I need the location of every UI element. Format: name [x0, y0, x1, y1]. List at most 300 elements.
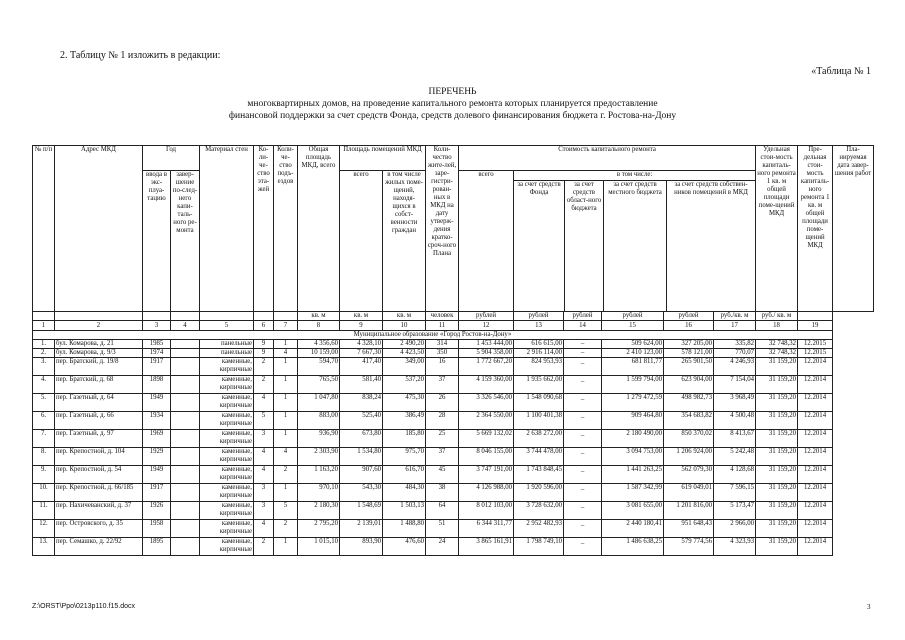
row-total-area: 10 159,00 [298, 349, 340, 358]
row-planned-date: 12.2014 [798, 466, 833, 484]
row-floors: 3 [254, 484, 274, 502]
column-number: 9 [340, 321, 383, 331]
row-residents: 37 [426, 448, 459, 466]
row-cost-owners: 619 049,01 [664, 484, 714, 502]
row-entrances: 5 [274, 502, 298, 520]
row-material: панельные [200, 349, 254, 358]
unit-cost-total: рублей [459, 312, 514, 321]
row-floors: 5 [254, 412, 274, 430]
row-year-commission: 1895 [143, 538, 171, 556]
row-year-completion [171, 466, 200, 484]
row-cost-regional: _ [564, 358, 602, 376]
unit-blank [55, 312, 143, 321]
row-year-completion [171, 412, 200, 430]
table-row [33, 502, 874, 520]
row-residents: 51 [426, 520, 459, 538]
row-year-commission: 1958 [143, 520, 171, 538]
row-year-commission: 1917 [143, 484, 171, 502]
col-cost-fund: за счет средств Фонда [514, 181, 565, 311]
row-cost-owners: 327 205,00 [664, 340, 714, 349]
col-cost-incl: в том числе: [514, 171, 755, 181]
row-cost-fund: 1 100 401,38 [514, 412, 564, 430]
row-cost-owners: 850 370,02 [664, 430, 714, 448]
footer-page-number: 3 [867, 603, 871, 611]
row-material: каменные, кирпичные [200, 358, 254, 376]
row-premises-total: 1 548,69 [340, 502, 383, 520]
row-cost-total: 8 012 103,00 [459, 502, 514, 520]
unit-residents: человек [426, 312, 459, 321]
row-address: бул. Комарова, д. 9/3 [55, 349, 143, 358]
table-row [33, 520, 874, 538]
row-year-commission: 1949 [143, 466, 171, 484]
row-premises-living: 476,60 [383, 538, 426, 556]
row-limit-cost: 31 159,20 [756, 430, 798, 448]
row-number: 4. [33, 376, 55, 394]
row-premises-living: 349,00 [383, 358, 426, 376]
row-cost-total: 1 772 667,20 [459, 358, 514, 376]
row-cost-regional: _ [564, 484, 602, 502]
col-cost-local: за счет средств местного бюджета [604, 181, 667, 311]
row-limit-cost: 31 159,20 [756, 502, 798, 520]
row-cost-total: 8 046 155,00 [459, 448, 514, 466]
row-premises-living: 185,80 [383, 430, 426, 448]
table-row [33, 394, 874, 412]
row-cost-fund: 824 953,93 [514, 358, 564, 376]
row-total-area: 4 356,60 [298, 340, 340, 349]
row-address: пер. Нахичеванский, д. 37 [55, 502, 143, 520]
row-entrances: 1 [274, 538, 298, 556]
row-cost-regional: _ [564, 376, 602, 394]
buildings-table [32, 145, 874, 556]
row-residents: 25 [426, 430, 459, 448]
row-material: каменные, кирпичные [200, 412, 254, 430]
table-row [33, 349, 874, 358]
row-premises-total: 417,40 [340, 358, 383, 376]
row-cost-total: 4 126 988,00 [459, 484, 514, 502]
row-cost-owners: 354 683,82 [664, 412, 714, 430]
row-cost-total: 4 159 360,00 [459, 376, 514, 394]
column-number: 13 [514, 321, 564, 331]
row-unit-cost: 5 242,48 [714, 448, 756, 466]
row-premises-total: 893,90 [340, 538, 383, 556]
row-floors: 4 [254, 448, 274, 466]
row-cost-owners: 1 201 816,00 [664, 502, 714, 520]
row-cost-fund: 2 916 114,00 [514, 349, 564, 358]
row-premises-total: 1 534,80 [340, 448, 383, 466]
row-cost-fund: 3 728 632,00 [514, 502, 564, 520]
row-planned-date: 12.2014 [798, 502, 833, 520]
unit-blank [143, 312, 171, 321]
row-cost-total: 5 669 132,02 [459, 430, 514, 448]
row-cost-owners: 951 648,43 [664, 520, 714, 538]
row-number: 1. [33, 340, 55, 349]
row-premises-living: 484,30 [383, 484, 426, 502]
row-premises-total: 4 328,10 [340, 340, 383, 349]
row-limit-cost: 31 159,20 [756, 538, 798, 556]
row-number: 5. [33, 394, 55, 412]
row-residents: 64 [426, 502, 459, 520]
row-year-commission: 1974 [143, 349, 171, 358]
column-number: 5 [200, 321, 254, 331]
row-limit-cost: 31 159,20 [756, 448, 798, 466]
column-number: 3 [143, 321, 171, 331]
row-cost-regional: _ [564, 394, 602, 412]
row-premises-living: 975,70 [383, 448, 426, 466]
row-cost-local: 2 180 490,00 [602, 430, 664, 448]
row-cost-local: 681 811,77 [602, 358, 664, 376]
row-floors: 2 [254, 358, 274, 376]
row-number: 2. [33, 349, 55, 358]
col-limit-cost: Пре-дельная стои-мость капиталь-ного ремонта 1 кв. м общей площади поме-щений МКД [798, 146, 833, 312]
row-cost-total: 5 904 358,00 [459, 349, 514, 358]
municipality-row [33, 331, 874, 340]
row-cost-fund: 1 920 596,00 [514, 484, 564, 502]
row-premises-living: 386,49 [383, 412, 426, 430]
row-year-commission: 1934 [143, 412, 171, 430]
row-cost-owners: 562 079,30 [664, 466, 714, 484]
row-address: пер. Семашко, д. 22/92 [55, 538, 143, 556]
row-total-area: 594,70 [298, 358, 340, 376]
row-premises-total: 838,24 [340, 394, 383, 412]
row-cost-total: 3 747 191,00 [459, 466, 514, 484]
row-year-completion [171, 520, 200, 538]
row-premises-total: 581,40 [340, 376, 383, 394]
row-total-area: 883,00 [298, 412, 340, 430]
col-cost-total: всего [459, 171, 514, 312]
row-year-completion [171, 394, 200, 412]
column-number: 8 [298, 321, 340, 331]
row-unit-cost: 7 596,15 [714, 484, 756, 502]
row-entrances: 1 [274, 376, 298, 394]
row-address: пер. Крепостной, д. 104 [55, 448, 143, 466]
row-address: пер. Братский, д. 68 [55, 376, 143, 394]
row-cost-total: 3 326 546,00 [459, 394, 514, 412]
row-premises-living: 1 503,13 [383, 502, 426, 520]
row-address: пер. Газетный, д. 66 [55, 412, 143, 430]
row-number: 11. [33, 502, 55, 520]
row-unit-cost: 335,82 [714, 340, 756, 349]
row-cost-local: 509 624,00 [602, 340, 664, 349]
row-unit-cost: 4 323,93 [714, 538, 756, 556]
row-premises-living: 537,20 [383, 376, 426, 394]
row-total-area: 1 015,10 [298, 538, 340, 556]
col-residents: Коли-чество жите-лей, заре-гистри-рован-ных в МКД на дату утверж-дения кратко-сроч-ного Плана [426, 146, 459, 312]
row-address: пер. Крепостной, д. 66/185 [55, 484, 143, 502]
row-residents: 45 [426, 466, 459, 484]
row-cost-regional: _ [564, 448, 602, 466]
row-residents: 16 [426, 358, 459, 376]
row-cost-fund: 3 744 478,00 [514, 448, 564, 466]
unit-blank [200, 312, 254, 321]
column-number: 6 [254, 321, 274, 331]
row-year-completion [171, 376, 200, 394]
col-address: Адрес МКД [55, 146, 143, 312]
row-entrances: 1 [274, 430, 298, 448]
row-premises-total: 525,40 [340, 412, 383, 430]
row-cost-regional: – [564, 340, 602, 349]
column-number: 14 [564, 321, 602, 331]
row-entrances: 1 [274, 484, 298, 502]
row-entrances: 2 [274, 520, 298, 538]
row-address: пер. Крепостной, д. 54 [55, 466, 143, 484]
row-limit-cost: 31 159,20 [756, 484, 798, 502]
row-number: 3. [33, 358, 55, 376]
row-unit-cost: 8 413,67 [714, 430, 756, 448]
row-year-completion [171, 358, 200, 376]
col-floors: Ко-ли-че-ство эта-жей [254, 146, 274, 312]
row-entrances: 2 [274, 466, 298, 484]
row-cost-regional: _ [564, 430, 602, 448]
row-cost-regional: – [564, 349, 602, 358]
unit-cost-regional: рублей [564, 312, 602, 321]
row-cost-owners: 265 901,50 [664, 358, 714, 376]
row-floors: 2 [254, 538, 274, 556]
unit-premises-living: кв. м [383, 312, 426, 321]
row-year-commission: 1926 [143, 502, 171, 520]
row-cost-regional: _ [564, 520, 602, 538]
unit-cost-fund: рублей [514, 312, 564, 321]
row-cost-local: 1 599 794,00 [602, 376, 664, 394]
row-cost-total: 3 865 161,91 [459, 538, 514, 556]
row-cost-regional: _ [564, 466, 602, 484]
row-premises-living: 1 488,80 [383, 520, 426, 538]
column-number: 15 [602, 321, 664, 331]
row-year-commission: 1898 [143, 376, 171, 394]
row-unit-cost: 3 968,49 [714, 394, 756, 412]
row-cost-fund: 1 743 848,45 [514, 466, 564, 484]
row-planned-date: 12.2014 [798, 376, 833, 394]
row-planned-date: 12.2015 [798, 349, 833, 358]
row-year-completion [171, 448, 200, 466]
row-number: 7. [33, 430, 55, 448]
col-year: Год [143, 146, 200, 171]
row-address: пер. Островского, д. 35 [55, 520, 143, 538]
row-material: панельные [200, 340, 254, 349]
column-number: 2 [55, 321, 143, 331]
row-unit-cost: 4 246,93 [714, 358, 756, 376]
row-planned-date: 12.2014 [798, 520, 833, 538]
heading-title: ПЕРЕЧЕНЬ [428, 87, 477, 97]
row-address: пер. Братский, д. 19/8 [55, 358, 143, 376]
row-floors: 9 [254, 349, 274, 358]
row-planned-date: 12.2014 [798, 430, 833, 448]
col-cost-breakdown [514, 171, 756, 312]
column-number: 4 [171, 321, 200, 331]
row-planned-date: 12.2014 [798, 358, 833, 376]
col-year-completion: завер-шение по-след-него капи-таль-ного ре-монта [171, 171, 200, 312]
row-unit-cost: 4 128,68 [714, 466, 756, 484]
row-floors: 3 [254, 430, 274, 448]
column-number: 16 [664, 321, 714, 331]
intro-text: 2. Таблицу № 1 изложить в редакции: [60, 50, 221, 61]
col-planned-date: Пла-нируемая дата завер-шения работ [833, 146, 874, 312]
column-number: 7 [274, 321, 298, 331]
col-premises-total: всего [340, 171, 383, 312]
row-residents: 38 [426, 484, 459, 502]
table-row [33, 430, 874, 448]
table-row [33, 376, 874, 394]
column-number: 1 [33, 321, 55, 331]
row-floors: 4 [254, 394, 274, 412]
unit-total-area: кв. м [298, 312, 340, 321]
row-limit-cost: 32 748,32 [756, 349, 798, 358]
row-material: каменные, кирпичные [200, 538, 254, 556]
row-premises-living: 2 490,20 [383, 340, 426, 349]
table-row [33, 538, 874, 556]
row-entrances: 1 [274, 412, 298, 430]
row-cost-owners: 578 121,00 [664, 349, 714, 358]
row-number: 9. [33, 466, 55, 484]
row-cost-local: 1 587 342,99 [602, 484, 664, 502]
row-material: каменные, кирпичные [200, 430, 254, 448]
col-cost-regional: за счет средств област-ного бюджета [565, 181, 604, 311]
row-material: каменные, кирпичные [200, 376, 254, 394]
row-premises-living: 475,30 [383, 394, 426, 412]
row-cost-fund: 1 798 749,10 [514, 538, 564, 556]
row-entrances: 4 [274, 448, 298, 466]
col-cost-owners: за счет средств собствен-ников помещений в МКД [674, 181, 748, 196]
table-row [33, 412, 874, 430]
row-premises-total: 7 667,30 [340, 349, 383, 358]
table-row [33, 358, 874, 376]
row-cost-fund: 2 952 482,93 [514, 520, 564, 538]
row-cost-regional: _ [564, 502, 602, 520]
column-number: 10 [383, 321, 426, 331]
row-limit-cost: 31 159,20 [756, 466, 798, 484]
row-cost-local: 909 464,80 [602, 412, 664, 430]
row-number: 13. [33, 538, 55, 556]
col-premises-living: в том числе жилых поме-щений, находя-щихся в собст-венности граждан [383, 171, 426, 312]
row-cost-local: 1 441 263,25 [602, 466, 664, 484]
row-limit-cost: 31 159,20 [756, 520, 798, 538]
row-premises-living: 4 423,50 [383, 349, 426, 358]
row-cost-owners: 1 206 924,00 [664, 448, 714, 466]
row-residents: 28 [426, 412, 459, 430]
unit-blank [171, 312, 200, 321]
row-residents: 37 [426, 376, 459, 394]
row-year-completion [171, 484, 200, 502]
row-material: каменные, кирпичные [200, 448, 254, 466]
unit-cost-owners: рублей [664, 312, 714, 321]
row-total-area: 1 163,20 [298, 466, 340, 484]
unit-blank [274, 312, 298, 321]
row-number: 6. [33, 412, 55, 430]
row-cost-fund: 1 548 090,68 [514, 394, 564, 412]
row-address: пер. Газетный, д. 64 [55, 394, 143, 412]
row-entrances: 1 [274, 340, 298, 349]
row-total-area: 1 047,80 [298, 394, 340, 412]
row-material: каменные, кирпичные [200, 484, 254, 502]
row-material: каменные, кирпичные [200, 502, 254, 520]
row-material: каменные, кирпичные [200, 394, 254, 412]
row-total-area: 2 303,90 [298, 448, 340, 466]
col-cost: Стоимость капитального ремонта [459, 146, 756, 171]
unit-blank [33, 312, 55, 321]
column-number: 11 [426, 321, 459, 331]
row-cost-local: 1 486 638,25 [602, 538, 664, 556]
unit-blank [254, 312, 274, 321]
row-floors: 2 [254, 376, 274, 394]
heading-line-3: финансовой поддержки за счет средств Фонда, средств долевого финансирования бюджета г. Ростова-на-Дону [228, 111, 677, 121]
column-number: 17 [714, 321, 756, 331]
col-premises-area: Площадь помещений МКД [340, 146, 426, 171]
row-number: 10. [33, 484, 55, 502]
row-limit-cost: 31 159,20 [756, 376, 798, 394]
row-premises-total: 673,80 [340, 430, 383, 448]
row-limit-cost: 32 748,32 [756, 340, 798, 349]
col-material: Материал стен [200, 146, 254, 312]
row-address: бул. Комарова, д. 21 [55, 340, 143, 349]
row-planned-date: 12.2014 [798, 448, 833, 466]
row-total-area: 2 180,30 [298, 502, 340, 520]
row-planned-date: 12.2014 [798, 538, 833, 556]
row-cost-local: 2 410 123,00 [602, 349, 664, 358]
row-limit-cost: 31 159,20 [756, 394, 798, 412]
column-number: 12 [459, 321, 514, 331]
municipality-name: Муниципальное образование «Город Ростов-на-Дону» [33, 331, 833, 340]
row-year-completion [171, 340, 200, 349]
table-row [33, 484, 874, 502]
col-unit-cost: Удельная стои-мость капиталь-ного ремонта 1 кв. м общей площади поме-щений МКД [756, 146, 798, 312]
table-row [33, 340, 874, 349]
row-residents: 350 [426, 349, 459, 358]
row-cost-local: 2 440 180,41 [602, 520, 664, 538]
row-year-completion [171, 430, 200, 448]
row-floors: 9 [254, 340, 274, 349]
row-cost-local: 3 094 753,00 [602, 448, 664, 466]
row-planned-date: 12.2015 [798, 340, 833, 349]
row-cost-total: 2 364 550,00 [459, 412, 514, 430]
row-premises-total: 907,60 [340, 466, 383, 484]
row-residents: 314 [426, 340, 459, 349]
row-unit-cost: 5 173,47 [714, 502, 756, 520]
row-material: каменные, кирпичные [200, 520, 254, 538]
row-entrances: 4 [274, 349, 298, 358]
row-cost-owners: 623 904,00 [664, 376, 714, 394]
unit-unit-cost: руб./кв. м [714, 312, 756, 321]
row-number: 8. [33, 448, 55, 466]
row-unit-cost: 770,07 [714, 349, 756, 358]
row-floors: 4 [254, 466, 274, 484]
row-number: 12. [33, 520, 55, 538]
row-entrances: 1 [274, 394, 298, 412]
row-residents: 24 [426, 538, 459, 556]
row-entrances: 1 [274, 358, 298, 376]
unit-blank [798, 312, 833, 321]
row-residents: 26 [426, 394, 459, 412]
row-planned-date: 12.2014 [798, 394, 833, 412]
row-address: пер. Газетный, д. 97 [55, 430, 143, 448]
table-row [33, 448, 874, 466]
row-cost-total: 1 453 444,00 [459, 340, 514, 349]
row-year-commission: 1949 [143, 394, 171, 412]
row-material: каменные, кирпичные [200, 466, 254, 484]
row-premises-total: 2 139,01 [340, 520, 383, 538]
col-year-commission: ввода в экс-плуа-тацию [143, 171, 171, 312]
row-cost-owners: 579 774,56 [664, 538, 714, 556]
row-floors: 3 [254, 502, 274, 520]
row-unit-cost: 7 154,04 [714, 376, 756, 394]
col-total-area: Общая площадь МКД, всего [298, 146, 340, 312]
row-cost-fund: 616 615,00 [514, 340, 564, 349]
row-year-completion [171, 502, 200, 520]
row-floors: 4 [254, 520, 274, 538]
heading-line-2: многоквартирных домов, на проведение капитального ремонта которых планируется предоставление [247, 99, 658, 109]
row-planned-date: 12.2014 [798, 412, 833, 430]
row-total-area: 2 795,20 [298, 520, 340, 538]
row-planned-date: 12.2014 [798, 484, 833, 502]
document-heading [0, 86, 905, 122]
